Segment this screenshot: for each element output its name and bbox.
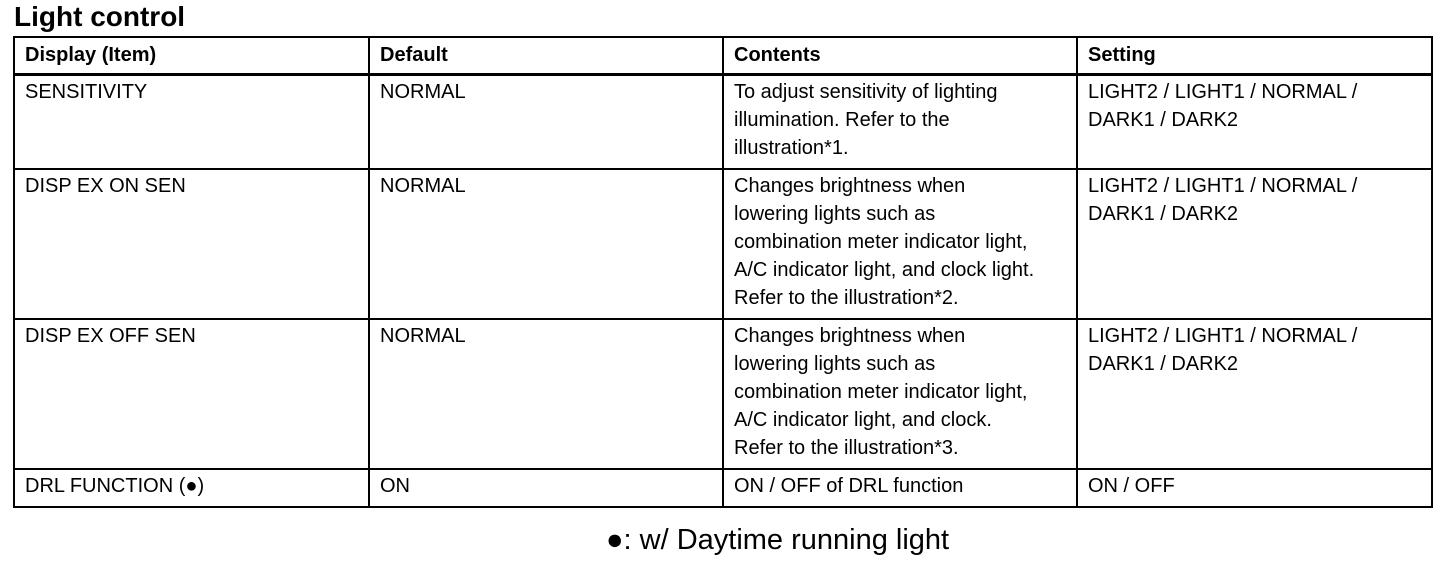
light-control-table: [13, 36, 1433, 508]
footnote: ●: w/ Daytime running light: [606, 524, 950, 556]
cell-default: NORMAL: [369, 319, 723, 469]
cell-setting: LIGHT2 / LIGHT1 / NORMAL / DARK1 / DARK2: [1077, 169, 1432, 319]
header-setting: Setting: [1077, 37, 1432, 75]
cell-item: DRL FUNCTION (●): [14, 469, 369, 507]
cell-default: NORMAL: [369, 75, 723, 169]
cell-setting: ON / OFF: [1077, 469, 1432, 507]
cell-item: SENSITIVITY: [14, 75, 369, 169]
cell-item: DISP EX OFF SEN: [14, 319, 369, 469]
cell-setting: LIGHT2 / LIGHT1 / NORMAL / DARK1 / DARK2: [1077, 319, 1432, 469]
cell-contents: Changes brightness when lowering lights such as combination meter indicator light, A/C indicator light, and clock light. Refer to the illustration*2.: [723, 169, 1077, 319]
cell-setting: LIGHT2 / LIGHT1 / NORMAL / DARK1 / DARK2: [1077, 75, 1432, 169]
header-contents: Contents: [723, 37, 1077, 75]
cell-contents: Changes brightness when lowering lights such as combination meter indicator light, A/C indicator light, and clock. Refer to the illustration*3.: [723, 319, 1077, 469]
page-title: Light control: [14, 1, 186, 32]
table-row: [14, 469, 1432, 507]
cell-contents: To adjust sensitivity of lighting illumination. Refer to the illustration*1.: [723, 75, 1077, 169]
cell-contents: ON / OFF of DRL function: [723, 469, 1077, 507]
header-display-item: Display (Item): [14, 37, 369, 75]
cell-default: ON: [369, 469, 723, 507]
header-default: Default: [369, 37, 723, 75]
table-row: [14, 169, 1432, 319]
table-row: [14, 75, 1432, 169]
cell-item: DISP EX ON SEN: [14, 169, 369, 319]
cell-default: NORMAL: [369, 169, 723, 319]
table-row: [14, 319, 1432, 469]
table-header-row: [14, 37, 1432, 75]
